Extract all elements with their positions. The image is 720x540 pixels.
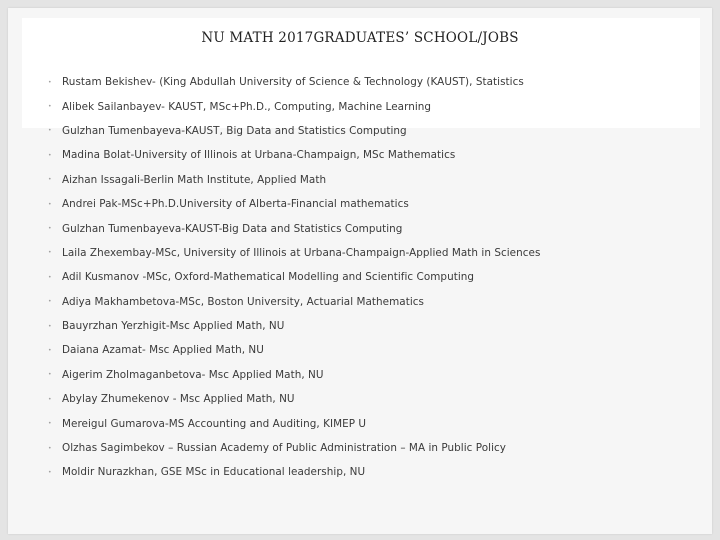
list-item-text: Laila Zhexembay-MSc, University of Illinois at Urbana-Champaign-Applied Math in Sciences: [62, 246, 541, 259]
list-item-text: Andrei Pak-MSc+Ph.D.University of Alberta-Financial mathematics: [62, 198, 409, 211]
bullet-icon: •: [48, 298, 52, 306]
bullet-icon: •: [48, 103, 52, 111]
bullet-icon: •: [48, 395, 52, 403]
bullet-icon: •: [48, 225, 52, 233]
list-item-text: Daiana Azamat- Msc Applied Math, NU: [62, 344, 264, 357]
list-item-text: Aigerim Zholmaganbetova- Msc Applied Math, NU: [62, 368, 324, 381]
list-item: [48, 460, 540, 484]
list-item: [48, 241, 540, 265]
list-item: [48, 192, 540, 216]
bullet-icon: •: [48, 468, 52, 476]
list-item-text: Abylay Zhumekenov - Msc Applied Math, NU: [62, 393, 295, 406]
list-item-text: Rustam Bekishev- (King Abdullah University of Science & Technology (KAUST), Statistics: [62, 76, 524, 89]
bullet-icon: •: [48, 151, 52, 159]
bullet-icon: •: [48, 322, 52, 330]
list-item-text: Moldir Nurazkhan, GSE MSc in Educational leadership, NU: [62, 466, 366, 479]
list-item-text: Bauyrzhan Yerzhigit-Msc Applied Math, NU: [62, 320, 285, 333]
list-item-text: Gulzhan Tumenbayeva-KAUST, Big Data and Statistics Computing: [62, 124, 407, 137]
list-item: [48, 387, 540, 411]
list-item-text: Olzhas Sagimbekov – Russian Academy of Public Administration – MA in Public Policy: [62, 442, 506, 455]
list-item: [48, 265, 540, 289]
list-item: [48, 411, 540, 435]
list-item-text: Gulzhan Tumenbayeva-KAUST-Big Data and Statistics Computing: [62, 222, 403, 235]
list-item-text: Adil Kusmanov -MSc, Oxford-Mathematical Modelling and Scientific Computing: [62, 271, 475, 284]
list-item: [48, 94, 540, 118]
list-item: [48, 119, 540, 143]
bullet-icon: •: [48, 273, 52, 281]
list-item: [48, 436, 540, 460]
list-item: [48, 290, 540, 314]
bullet-icon: •: [48, 78, 52, 86]
bullet-icon: •: [48, 371, 52, 379]
slide-title: NU MATH 2017GRADUATES’ SCHOOL/JOBS: [201, 30, 519, 46]
bullet-icon: •: [48, 200, 52, 208]
list-item: [48, 70, 540, 94]
list-item: [48, 216, 540, 240]
list-item: [48, 168, 540, 192]
bullet-icon: •: [48, 346, 52, 354]
list-item-text: Alibek Sailanbayev- KAUST, MSc+Ph.D., Computing, Machine Learning: [62, 100, 432, 113]
bullet-icon: •: [48, 249, 52, 257]
bullet-icon: •: [48, 444, 52, 452]
bullet-icon: •: [48, 127, 52, 135]
list-item: [48, 143, 540, 167]
bullet-icon: •: [48, 420, 52, 428]
graduate-list: [48, 70, 540, 485]
list-item-text: Adiya Makhambetova-MSc, Boston University, Actuarial Mathematics: [62, 295, 424, 308]
list-item: [48, 338, 540, 362]
list-item-text: Aizhan Issagali-Berlin Math Institute, Applied Math: [62, 173, 327, 186]
bullet-icon: •: [48, 176, 52, 184]
list-item-text: Mereigul Gumarova-MS Accounting and Auditing, KIMEP U: [62, 417, 367, 430]
list-item: [48, 363, 540, 387]
list-item-text: Madina Bolat-University of Illinois at Urbana-Champaign, MSc Mathematics: [62, 149, 456, 162]
list-item: [48, 314, 540, 338]
